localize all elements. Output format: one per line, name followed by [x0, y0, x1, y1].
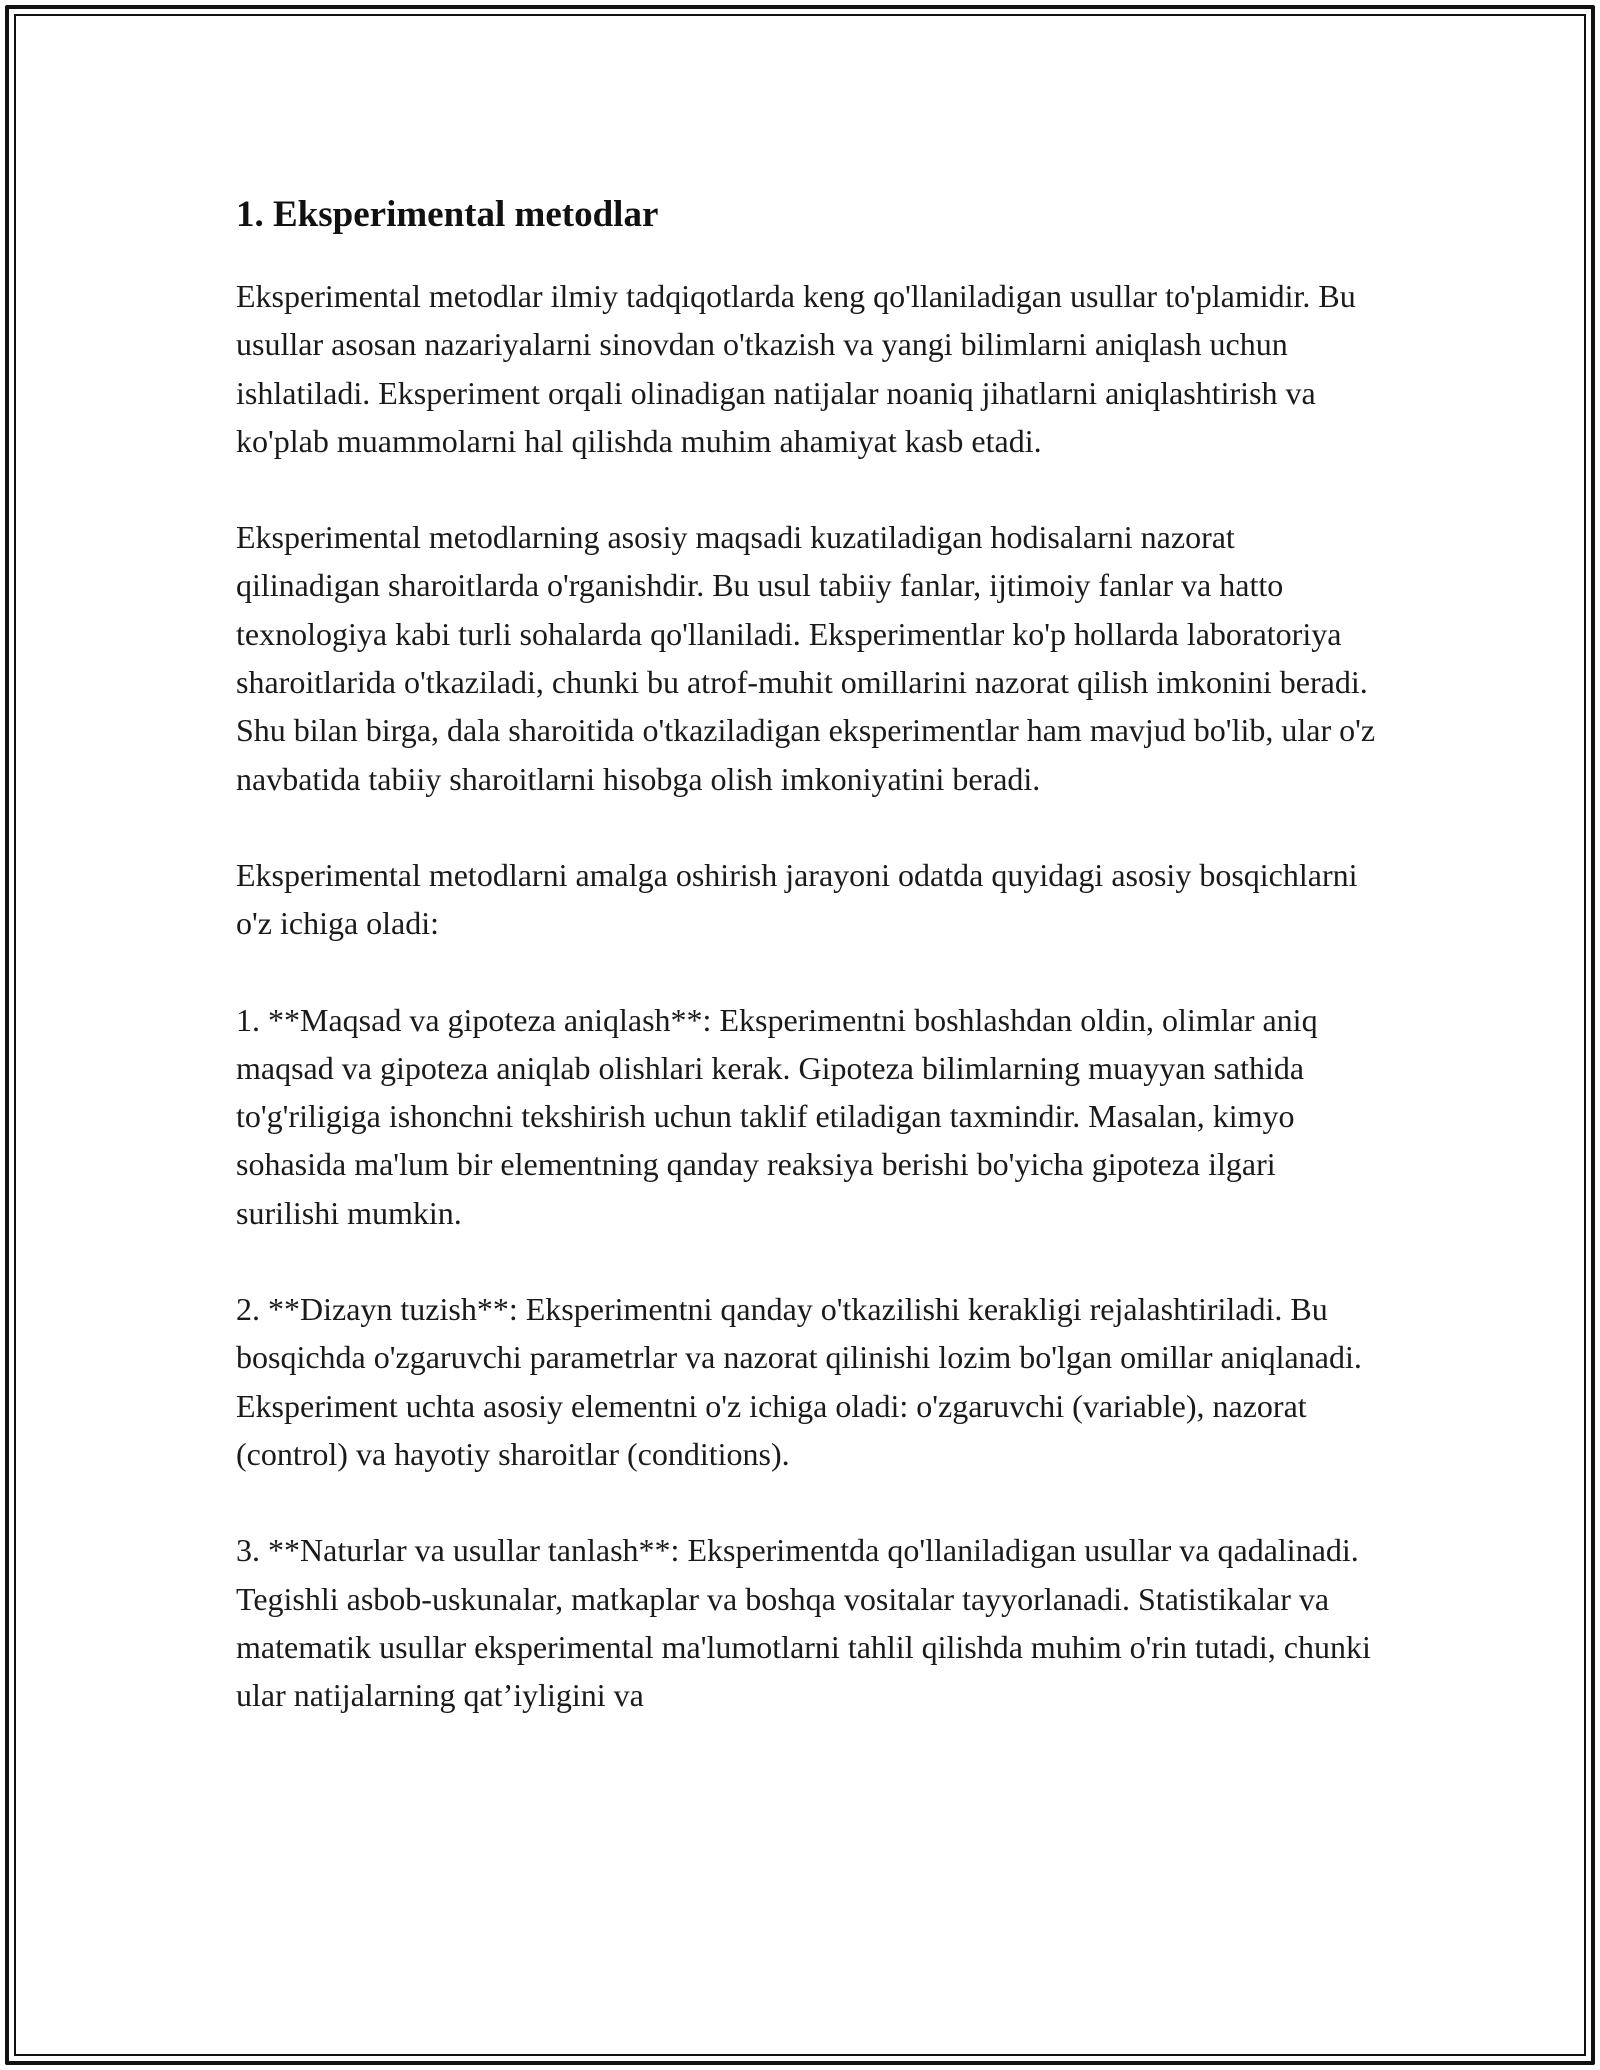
list-item-methods: 3. **Naturlar va usullar tanlash**: Eksperimentda qo'llaniladigan usullar va qadalinadi. Tegishli asbob-uskunalar, matkaplar va boshqa vositalar tayyorlanadi. Statistikalar va matematik usullar eksperimental ma'lumotlarni tahlil qilishda muhim o'rin tutadi, chunki ular natijalarning qat’iyligini va [236, 1532, 1371, 1714]
paragraph-intro: Eksperimental metodlar ilmiy tadqiqotlarda keng qo'llaniladigan usullar to'plamidir. Bu usullar asosan nazariyalarni sinovdan o'tkazish va yangi bilimlarni aniqlash uchun ishlatiladi. Eksperiment orqali olinadigan natijalar noaniq jihatlarni aniqlashtirish va ko'plab muammolarni hal qilishda muhim ahamiyat kasb etadi. [236, 278, 1356, 459]
section-heading: 1. Eksperimental metodlar [236, 194, 659, 235]
paragraph-stages-intro: Eksperimental metodlarni amalga oshirish jarayoni odatda quyidagi asosiy bosqichlarni o'z ichiga oladi: [236, 856, 1358, 942]
list-item-hypothesis: 1. **Maqsad va gipoteza aniqlash**: Eksperimentni boshlashdan oldin, olimlar aniq maqsad va gipoteza aniqlab olishlari kerak. Gipoteza bilimlarning muayyan sathida to'g'riligiga ishonchni tekshirish uchun taklif etiladigan taxmindir. Masalan, kimyo sohasida ma'lum bir elementning qanday reaksiya berishi bo'yicha gipoteza ilgari surilishi mumkin. [236, 1001, 1318, 1231]
paragraph-purpose: Eksperimental metodlarning asosiy maqsadi kuzatiladigan hodisalarni nazorat qilinadigan sharoitlarda o'rganishdir. Bu usul tabiiy fanlar, ijtimoiy fanlar va hatto texnologiya kabi turli sohalarda qo'llaniladi. Eksperimentlar ko'p hollarda laboratoriya sharoitlarida o'tkaziladi, chunki bu atrof-muhit omillarini nazorat qilish imkonini beradi. Shu bilan birga, dala sharoitida o'tkaziladigan eksperimentlar ham mavjud bo'lib, ular o'z navbatida tabiiy sharoitlarni hisobga olish imkoniyatini beradi. [236, 519, 1376, 797]
list-item-design: 2. **Dizayn tuzish**: Eksperimentni qanday o'tkazilishi kerakligi rejalashtiriladi. Bu bosqichda o'zgaruvchi parametrlar va nazorat qilinishi lozim bo'lgan omillar aniqlanadi. Eksperiment uchta asosiy elementni o'z ichiga oladi: o'zgaruvchi (variable), nazorat (control) va hayotiy sharoitlar (conditions). [236, 1291, 1362, 1472]
document-body [236, 182, 1376, 1719]
